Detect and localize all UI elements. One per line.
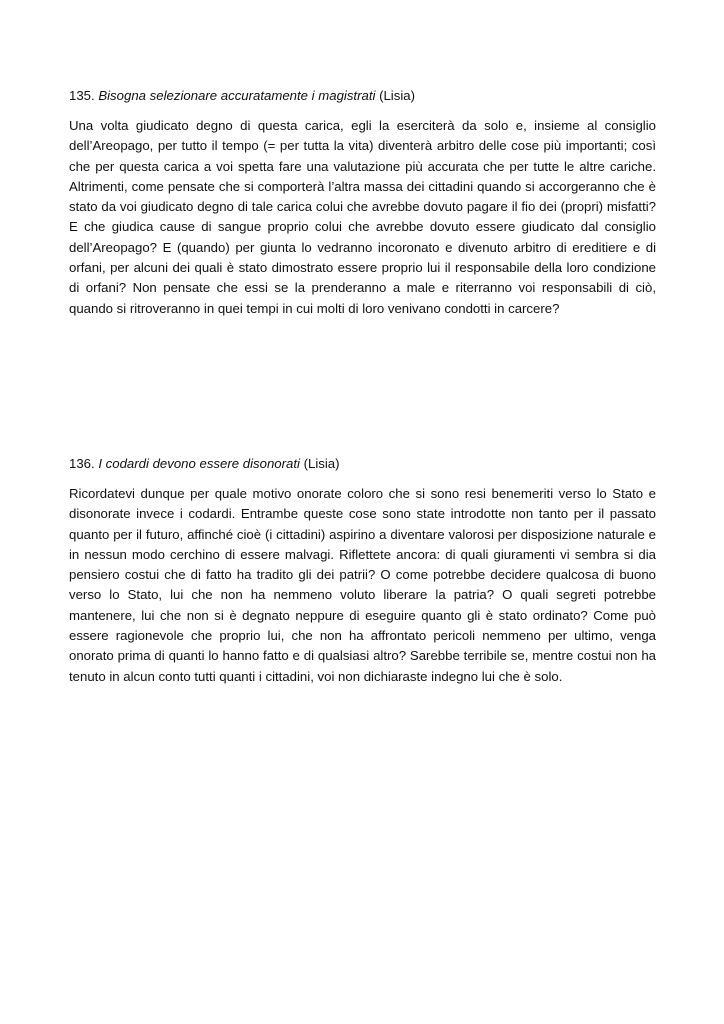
- passage-body: Una volta giudicato degno di questa carica, egli la eserciterà da solo e, insieme al consiglio dell’Areopago, per tutto il tempo (= per tutta la vita) diventerà arbitro delle cose più importanti; così che per questa carica a voi spetta fare una valutazione più accurata che per tutte le altre cariche. Altrimenti, come pensate che si comporterà l’altra massa dei cittadini quando si accorgeranno che è stato da voi giudicato degno di tale carica colui che avrebbe dovuto pagare il fio dei (propri) misfatti? E che giudica cause di sangue proprio colui che avrebbe dovuto essere giudicato dal consiglio dell’Areopago? E (quando) per giunta lo vedranno incoronato e divenuto arbitro di ereditiere e di orfani, per alcuni dei quali è stato dimostrato essere proprio lui il responsabile della loro condizione di orfani? Non pensate che essi se la prenderanno a male e riterranno voi responsabili di ciò, quando si ritroveranno in quei tempi in cui molti di loro venivano condotti in carcere?: [69, 118, 656, 316]
- passage-136: [69, 454, 656, 687]
- passage-number: 136.: [69, 456, 95, 471]
- passage-author: (Lisia): [299, 456, 340, 471]
- passage-author: (Lisia): [375, 88, 415, 103]
- passage-title: Bisogna selezionare accuratamente i magistrati: [94, 88, 376, 103]
- passage-title: I codardi devono essere disonorati: [94, 456, 300, 471]
- passage-body: Ricordatevi dunque per quale motivo onorate coloro che si sono resi benemeriti verso lo Stato e disonorate invece i codardi. Entrambe queste cose sono state introdotte non tanto per il passato quanto per il futuro, affinché cioè (i cittadini) aspirino a diventare valorosi per disposizione naturale e in nessun modo cerchino di essere malvagi. Riflettete ancora: di quali giuramenti vi sembra si dia pensiero costui che di fatto ha tradito gli dei patrii? O come potrebbe decidere qualcosa di buono verso lo Stato, lui che non ha nemmeno voluto liberare la patria? O quali segreti potrebbe mantenere, lui che non si è degnato neppure di eseguire quanto gli è stato ordinato? Come può essere ragionevole che proprio lui, che non ha affrontato pericoli nemmeno per ultimo, venga onorato prima di quanti lo hanno fatto e di qualsiasi altro? Sarebbe terribile se, mentre costui non ha tenuto in alcun conto tutti quanti i cittadini, voi non dichiaraste indegno lui che è solo.: [69, 486, 656, 684]
- passage-heading: [69, 454, 656, 474]
- passage-number: 135.: [69, 88, 95, 103]
- passage-heading: [69, 86, 656, 106]
- passage-135: [69, 86, 656, 319]
